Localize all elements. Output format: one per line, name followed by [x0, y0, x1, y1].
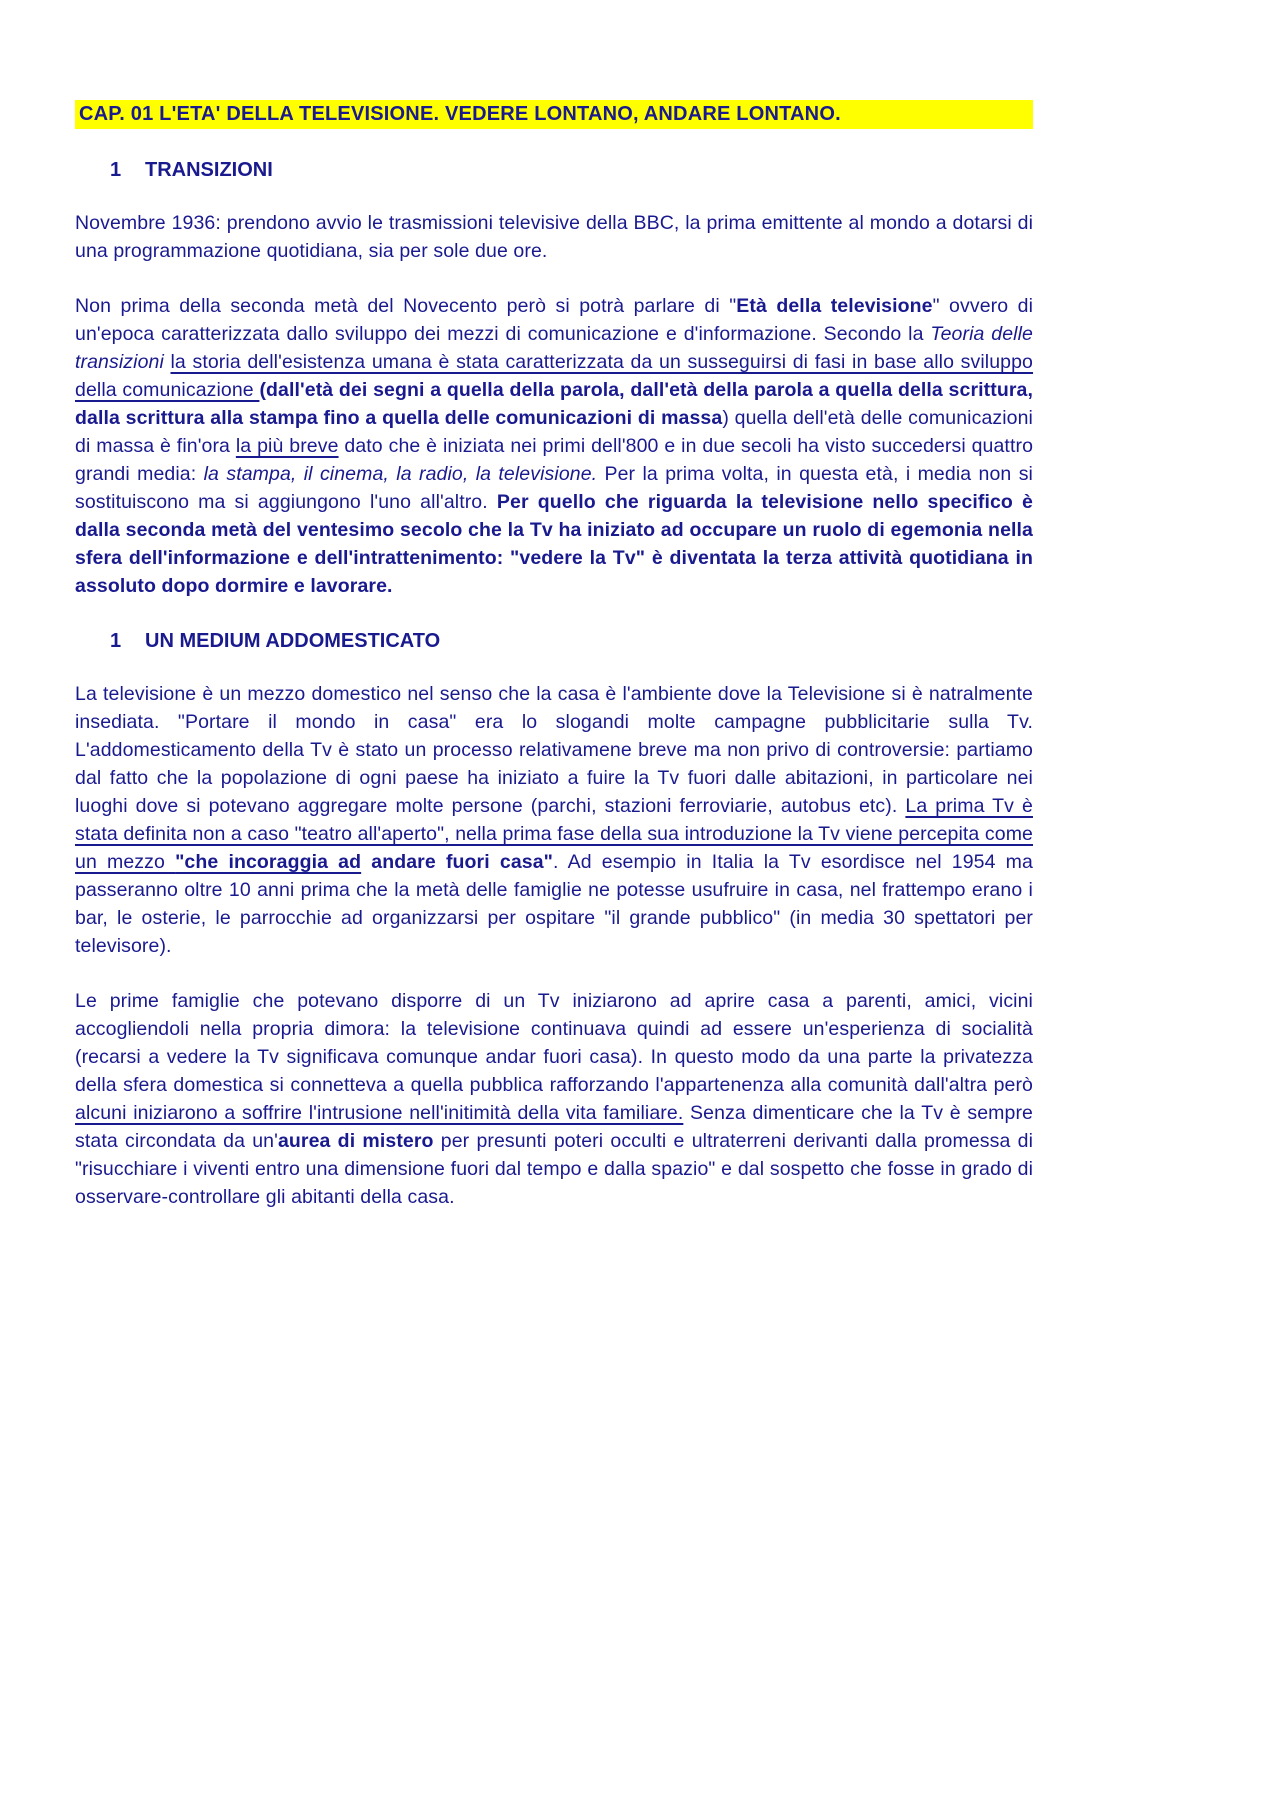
paragraph-prime-famiglie — [75, 987, 1033, 1211]
text-run: per presunti poteri occulti e ultraterreni derivanti dalla promessa di "risucchiare i viventi entro una dimensione fuori dal tempo e dalla spazio" e dal sospetto che fosse in grado di osservare-controllare gli abitanti della casa. — [75, 1130, 1033, 1208]
heading-label: UN MEDIUM ADDOMESTICATO — [145, 630, 441, 652]
text-run: ) quella dell'età delle comunicazioni di massa è fin'ora — [75, 407, 1033, 457]
text-run: La prima Tv è stata definita non a caso "teatro all'aperto", nella prima fase della sua introduzione la Tv viene percepita come un mezzo — [75, 795, 1033, 873]
text-run: Per quello che riguarda la televisione nello specifico è dalla seconda metà del ventesimo secolo che la Tv ha iniziato ad occupare un ruolo di egemonia nella sfera dell'informazione e dell'intrattenimento: "vedere la Tv" è diventata la terza attività quotidiana in assoluto dopo dormire e lavorare. — [75, 491, 1034, 597]
text-run: Teoria delle transizioni — [75, 323, 1033, 373]
text-run: dato che è iniziata nei primi dell'800 e in due secoli ha visto succedersi quattro grandi media: — [75, 435, 1034, 485]
text-run: andare fuori casa" — [361, 851, 554, 873]
heading-number: 1 — [110, 630, 122, 652]
text-run: . Ad esempio in Italia la Tv esordisce nel 1954 ma passeranno oltre 10 anni prima che la metà delle famiglie ne potesse usufruire in casa, nel frattempo erano i bar, le osterie, le parrocchie ad organizzarsi per ospitare "il grande pubblico" (in media 30 spettatori per televisore). — [75, 851, 1033, 957]
text-run: la stampa, il cinema, la radio, la televisione. — [203, 463, 598, 485]
section-heading — [75, 158, 1033, 182]
paragraph-mezzo-domestico — [75, 680, 1033, 960]
section-transizioni — [75, 158, 1033, 600]
paragraph-bbc-1936 — [75, 209, 1033, 265]
section-heading — [75, 629, 1033, 653]
text-run: Età della televisione — [736, 295, 933, 317]
text-run: alcuni iniziarono a soffrire l'intrusione nell'initimità della vita familiare. — [75, 1102, 684, 1124]
chapter-title: CAP. 01 L'ETA' DELLA TELEVISIONE. VEDERE LONTANO, ANDARE LONTANO. — [75, 100, 1033, 129]
text-run: Non prima della seconda metà del Novecento però si potrà parlare di " — [75, 295, 737, 317]
heading-number: 1 — [110, 159, 122, 181]
text-run: Per la prima volta, in questa età, i media non si sostituiscono ma si aggiungono l'uno all'altro. — [75, 463, 1033, 513]
text-run: (dall'età dei segni a quella della parola, dall'età della parola a quella della scrittura, dalla scrittura alla stampa fino a quella delle comunicazioni di massa — [75, 379, 1034, 429]
paragraph-eta-della-televisione — [75, 292, 1033, 600]
section-un-medium-addomesticato — [75, 629, 1033, 1211]
heading-label: TRANSIZIONI — [145, 159, 273, 181]
text-run: " ovvero di un'epoca caratterizzata dallo sviluppo dei mezzi di comunicazione e d'informazione. Secondo la — [75, 295, 1033, 345]
text-run: Senza dimenticare che la Tv è sempre stata circondata da un' — [75, 1102, 1033, 1152]
text-run: La televisione è un mezzo domestico nel senso che la casa è l'ambiente dove la Televisione si è natralmente insediata. "Portare il mondo in casa" era lo slogandi molte campagne pubblicitarie sulla Tv. L'addomesticamento della Tv è stato un processo relativamene breve ma non privo di controversie: partiamo dal fatto che la popolazione di ogni paese ha iniziato a fuire la Tv fuori dalle abitazioni, in particolare nei luoghi dove si potevano aggregare molte persone (parchi, stazioni ferroviarie, autobus etc). — [75, 683, 1033, 817]
text-run: Novembre 1936: prendono avvio le trasmissioni televisive della BBC, la prima emittente al mondo a dotarsi di una programmazione quotidiana, sia per sole due ore. — [75, 212, 1033, 262]
text-run: aurea di mistero — [277, 1130, 434, 1152]
text-run: "che incoraggia ad — [175, 851, 362, 873]
text-run: Le prime famiglie che potevano disporre di un Tv iniziarono ad aprire casa a parenti, amici, vicini accogliendoli nella propria dimora: la televisione continuava quindi ad essere un'esperienza di socialità (recarsi a vedere la Tv significava comunque andar fuori casa). In questo modo da una parte la privatezza della sfera domestica si connetteva a quella pubblica rafforzando l'appartenenza alla comunità dall'altra però — [75, 990, 1033, 1096]
text-run: la storia dell'esistenza umana è stata caratterizzata da un susseguirsi di fasi in base allo sviluppo della comunicazione — [75, 351, 1034, 401]
text-run: la più breve — [235, 435, 339, 457]
